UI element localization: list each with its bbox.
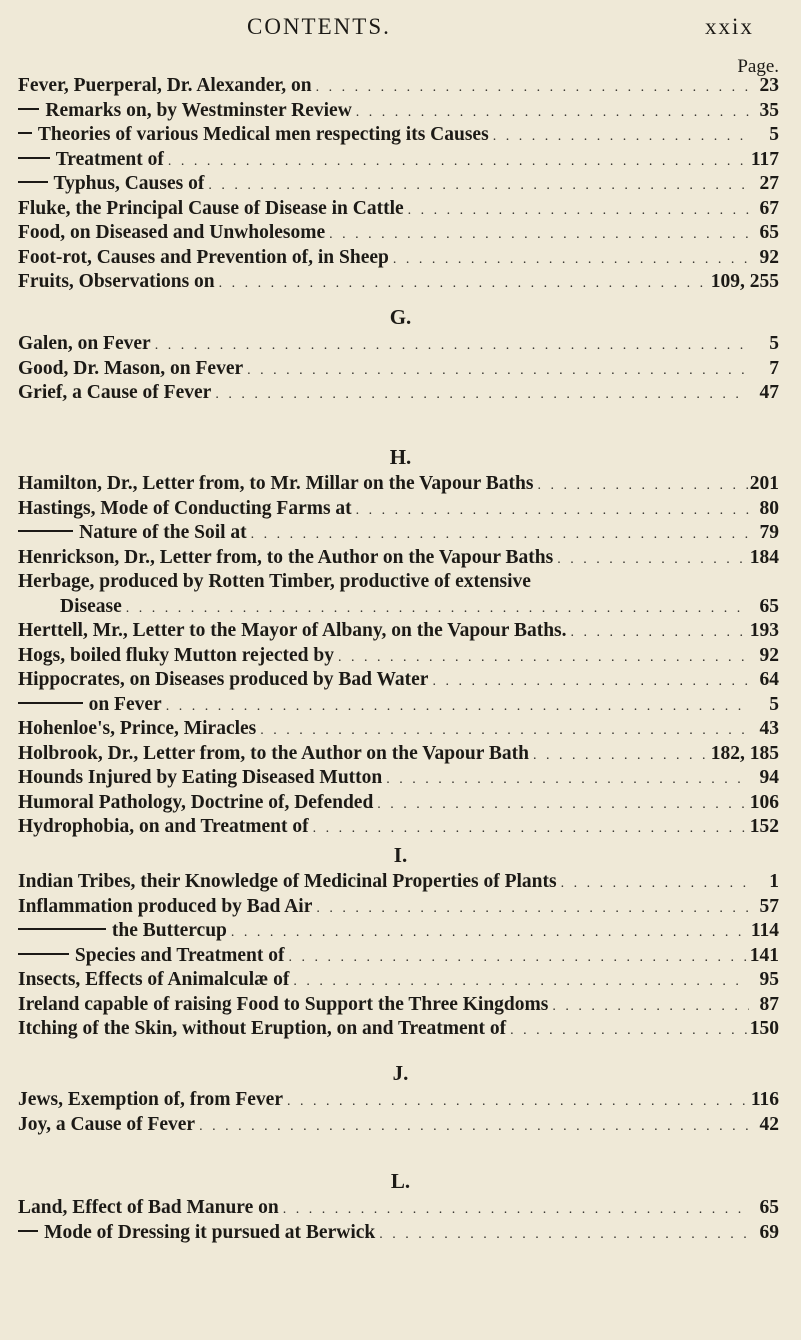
index-entry: Indian Tribes, their Knowledge of Medicinal Properties of Plants . . . 1 xyxy=(0,870,801,895)
index-entry: Hippocrates, on Diseases produced by Bad Water . . . 64 xyxy=(0,668,801,693)
index-entry: Nature of the Soil at . . . 79 xyxy=(0,521,801,546)
index-entry: Hohenloe's, Prince, Miracles . . . 43 xyxy=(0,717,801,742)
index-entry: Holbrook, Dr., Letter from, to the Author on the Vapour Bath . . . 182, 185 xyxy=(0,742,801,767)
index-entry: Hastings, Mode of Conducting Farms at . . . 80 xyxy=(0,497,801,522)
index-entry: Grief, a Cause of Fever . . . 47 xyxy=(0,381,801,406)
index-entry: Fever, Puerperal, Dr. Alexander, on . . . 23 xyxy=(0,74,801,99)
index-entry: Disease . . . 65 xyxy=(0,595,801,620)
page-column-label: Page. xyxy=(737,56,779,77)
index-entry: Fruits, Observations on . . . 109, 255 xyxy=(0,270,801,295)
index-entry: Jews, Exemption of, from Fever . . . 116 xyxy=(0,1088,801,1113)
index-entry: Hamilton, Dr., Letter from, to Mr. Millar on the Vapour Baths . . . 201 xyxy=(0,472,801,497)
index-entry: Galen, on Fever . . . 5 xyxy=(0,332,801,357)
index-entry: Mode of Dressing it pursued at Berwick . . . 69 xyxy=(0,1221,801,1246)
index-entry: the Buttercup . . . 114 xyxy=(0,919,801,944)
section-i xyxy=(0,840,801,1042)
index-entry: Ireland capable of raising Food to Support the Three Kingdoms . . . 87 xyxy=(0,993,801,1018)
index-entry: Insects, Effects of Animalculæ of . . . 95 xyxy=(0,968,801,993)
index-entry: Remarks on, by Westminster Review . . . 35 xyxy=(0,99,801,124)
section-f xyxy=(0,74,801,295)
index-entry: Hogs, boiled fluky Mutton rejected by . . . 92 xyxy=(0,644,801,669)
index-entry: Fluke, the Principal Cause of Disease in Cattle . . . 67 xyxy=(0,197,801,222)
index-entry: Herbage, produced by Rotten Timber, productive of extensive xyxy=(18,571,531,592)
section-letter: H. xyxy=(389,445,412,469)
index-entry: Good, Dr. Mason, on Fever . . . 7 xyxy=(0,357,801,382)
index-entry: Inflammation produced by Bad Air . . . 57 xyxy=(0,895,801,920)
index-entry: Herttell, Mr., Letter to the Mayor of Albany, on the Vapour Baths. . . . 193 xyxy=(0,619,801,644)
section-g xyxy=(0,302,801,406)
index-entry: on Fever . . . 5 xyxy=(0,693,801,718)
section-l xyxy=(0,1166,801,1245)
index-entry: Hounds Injured by Eating Diseased Mutton . . . 94 xyxy=(0,766,801,791)
index-entry: Typhus, Causes of . . . 27 xyxy=(0,172,801,197)
index-entry: Humoral Pathology, Doctrine of, Defended . . . 106 xyxy=(0,791,801,816)
index-entry: Treatment of . . . 117 xyxy=(0,148,801,173)
index-entry: Species and Treatment of . . . 141 xyxy=(0,944,801,969)
section-letter: J. xyxy=(392,1061,409,1085)
section-j xyxy=(0,1058,801,1137)
index-entry: Land, Effect of Bad Manure on . . . 65 xyxy=(0,1196,801,1221)
index-entry: Hydrophobia, on and Treatment of . . . 152 xyxy=(0,815,801,840)
index-entry: Foot-rot, Causes and Prevention of, in Sheep . . . 92 xyxy=(0,246,801,271)
section-h xyxy=(0,442,801,840)
index-entry: Food, on Diseased and Unwholesome . . . 65 xyxy=(0,221,801,246)
index-entry: Joy, a Cause of Fever . . . 42 xyxy=(0,1113,801,1138)
index-entry: Itching of the Skin, without Eruption, on and Treatment of . . . 150 xyxy=(0,1017,801,1042)
section-letter: I. xyxy=(393,843,408,867)
page-header xyxy=(0,8,801,44)
running-title: CONTENTS. xyxy=(247,14,391,39)
section-letter: L. xyxy=(390,1169,411,1193)
index-entry: Theories of various Medical men respecting its Causes . . . 5 xyxy=(0,123,801,148)
section-letter: G. xyxy=(389,305,412,329)
index-entry: Henrickson, Dr., Letter from, to the Author on the Vapour Baths . . . 184 xyxy=(0,546,801,571)
page-number: xxix xyxy=(705,14,754,39)
